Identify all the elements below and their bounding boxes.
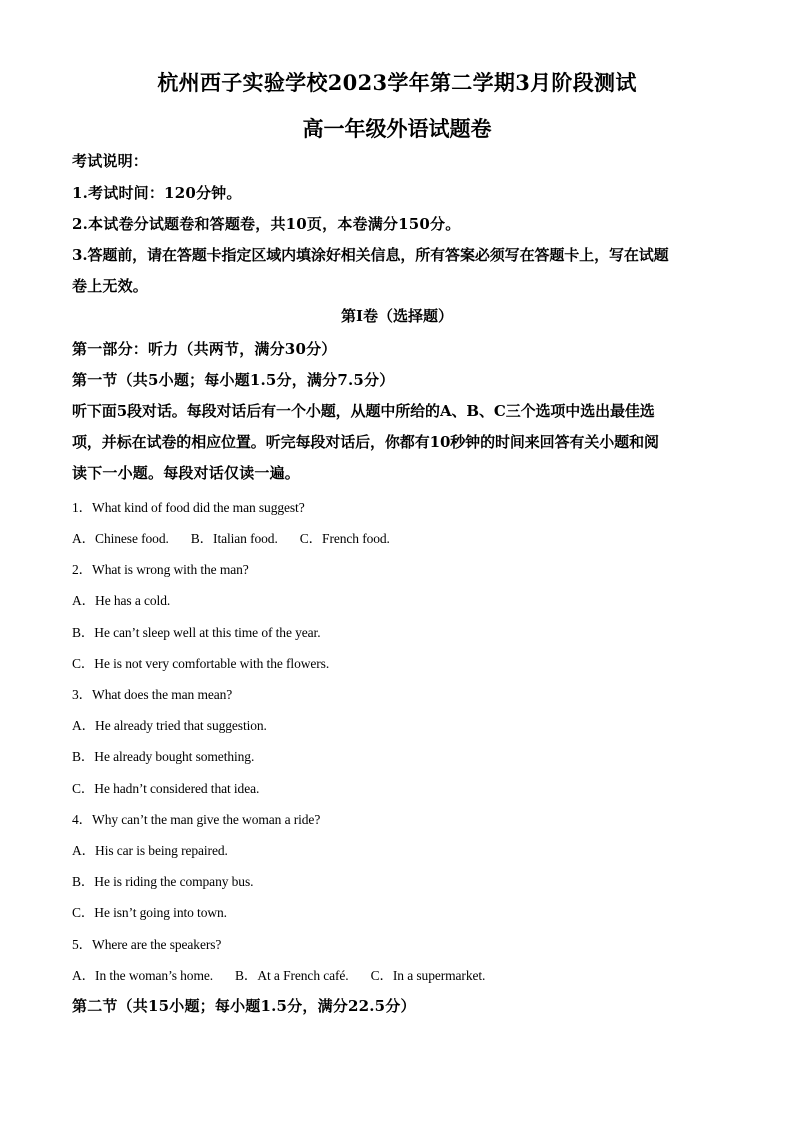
exam-subtitle: 高一年级外语试题卷 (302, 116, 492, 141)
option-c: C．He hadn’t considered that idea. (72, 781, 260, 796)
option-a: A．In the woman’s home. (72, 968, 214, 983)
question-5-stem: 5．Where are the speakers? (72, 937, 222, 952)
instruction-item-3-line1: 3.答题前，请在答题卡指定区域内填涂好相关信息，所有答案必须写在答题卡上，写在试题 (72, 246, 669, 264)
instructions-heading: 考试说明： (72, 152, 149, 170)
option-c: C．He is not very comfortable with the flowers. (72, 656, 330, 671)
option-b: B．At a French café. (235, 968, 349, 983)
option-c: C．He isn’t going into town. (72, 905, 227, 920)
option-c: C．French food. (299, 531, 390, 546)
instruction-item-2: 2.本试卷分试题卷和答题卷，共10页，本卷满分150分。 (72, 215, 461, 233)
option-b: B．He can’t sleep well at this time of the year. (72, 625, 321, 640)
option-b: B．He already bought something. (72, 749, 255, 764)
question-5-options (72, 964, 485, 984)
directions-line-1: 听下面5段对话。每段对话后有一个小题，从题中所给的A、B、C三个选项中选出最佳选 (72, 402, 655, 420)
option-a: A．His car is being repaired. (72, 843, 228, 858)
section2-heading: 第二节（共15小题；每小题1.5分，满分22.5分） (72, 997, 416, 1015)
question-4-stem: 4．Why can’t the man give the woman a ride? (72, 812, 321, 827)
option-c: C．In a supermarket. (370, 968, 486, 983)
question-3-stem: 3．What does the man mean? (72, 687, 233, 702)
option-b: B．Italian food. (190, 531, 278, 546)
option-a: A．He already tried that suggestion. (72, 718, 267, 733)
directions-line-3: 读下一小题。每段对话仅读一遍。 (72, 464, 301, 482)
option-a: A．He has a cold. (72, 593, 171, 608)
instruction-item-3-line2: 卷上无效。 (72, 277, 149, 295)
question-2-stem: 2．What is wrong with the man? (72, 562, 249, 577)
section1-heading: 第一节（共5小题；每小题1.5分，满分7.5分） (72, 371, 395, 389)
directions-line-2: 项，并标在试卷的相应位置。听完每段对话后，你都有10秒钟的时间来回答有关小题和阅 (72, 433, 659, 451)
question-1-options (72, 527, 390, 547)
volume-heading: 第I卷（选择题） (340, 307, 454, 325)
question-1-stem: 1．What kind of food did the man suggest? (72, 500, 305, 515)
option-b: B．He is riding the company bus. (72, 874, 254, 889)
option-a: A．Chinese food. (72, 531, 169, 546)
instruction-item-1: 1.考试时间：120分钟。 (72, 184, 242, 202)
part1-heading: 第一部分：听力（共两节，满分30分） (72, 340, 337, 358)
exam-title: 杭州西子实验学校2023学年第二学期3月阶段测试 (157, 70, 637, 95)
